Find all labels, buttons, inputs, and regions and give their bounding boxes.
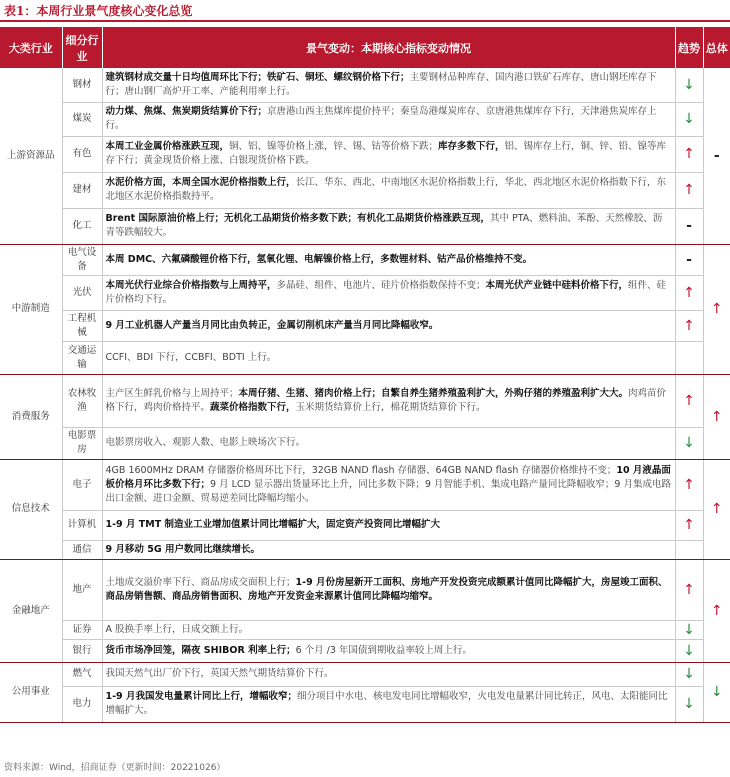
major-category-cell: 上游资源品 bbox=[0, 68, 62, 244]
table-title: 表1：本周行业景气度核心变化总览 bbox=[4, 4, 193, 18]
table-row bbox=[0, 136, 730, 172]
detail-text: 长江、华东、西北、中南地区水泥价格指数上行，华北、西北地区水泥价格指数下行，东北地区水泥价格指数持平。 bbox=[105, 177, 667, 202]
table-row bbox=[0, 172, 730, 208]
header-major: 大类行业 bbox=[0, 27, 62, 68]
trend-down-icon: ↓ bbox=[675, 620, 703, 639]
detail-text: 主产区生鲜乳价格与上周持平； bbox=[105, 387, 239, 399]
sub-industry-cell: 有色 bbox=[62, 136, 102, 172]
indicator-change-cell bbox=[102, 374, 675, 427]
trend-up-icon: ↑ bbox=[675, 510, 703, 540]
highlight-text: 货币市场净回笼，隔夜 SHIBOR 利率上行； bbox=[105, 644, 296, 656]
table-row bbox=[0, 686, 730, 722]
highlight-text: 9 月工业机器人产量当月同比由负转正，金属切削机床产量当月同比降幅收窄。 bbox=[105, 319, 439, 331]
industry-overview-table bbox=[0, 27, 730, 723]
highlight-text: 本周仔猪、生猪、猪肉价格上行；自繁自养生猪养殖盈利扩大，外购仔猪的养殖盈利扩大大。 bbox=[238, 387, 629, 399]
indicator-change-cell bbox=[102, 427, 675, 459]
sub-industry-cell: 化工 bbox=[62, 208, 102, 244]
trend-down-icon: ↓ bbox=[675, 639, 703, 662]
highlight-text: 本周光伏行业综合价格指数与上周持平， bbox=[105, 279, 277, 291]
indicator-change-cell bbox=[102, 341, 675, 374]
sub-industry-cell: 地产 bbox=[62, 559, 102, 620]
indicator-change-cell bbox=[102, 208, 675, 244]
trend-down-icon: ↓ bbox=[675, 102, 703, 136]
overall-up-icon: ↑ bbox=[703, 559, 730, 662]
table-body bbox=[0, 68, 730, 722]
indicator-change-cell bbox=[102, 686, 675, 722]
trend-up-icon: ↑ bbox=[675, 172, 703, 208]
highlight-text: 本周 DMC、六氟磷酸锂价格下行，氢氧化锂、电解镍价格上行，多数锂材料、钴产品价格维持不变。 bbox=[105, 253, 533, 265]
table-row bbox=[0, 639, 730, 662]
highlight-text: 蔬菜价格指数下行， bbox=[210, 401, 296, 413]
header-minor: 细分行业 bbox=[62, 27, 102, 68]
sub-industry-cell: 光伏 bbox=[62, 275, 102, 310]
indicator-change-cell bbox=[102, 459, 675, 510]
trend-up-icon: ↑ bbox=[675, 275, 703, 310]
indicator-change-cell bbox=[102, 68, 675, 102]
source-note: 资料来源：Wind，招商证券（更新时间：20221026） bbox=[4, 763, 226, 773]
table-row bbox=[0, 341, 730, 374]
sub-industry-cell: 工程机械 bbox=[62, 310, 102, 341]
trend-up-icon: ↑ bbox=[675, 136, 703, 172]
highlight-text: 本周工业金属价格涨跌互现， bbox=[105, 141, 230, 152]
trend-down-icon: ↓ bbox=[675, 68, 703, 102]
sub-industry-cell: 电气设备 bbox=[62, 244, 102, 275]
trend-down-icon: ↓ bbox=[675, 427, 703, 459]
indicator-change-cell bbox=[102, 620, 675, 639]
highlight-text: 水泥价格方面，本周全国水泥价格指数上行， bbox=[105, 177, 296, 188]
indicator-change-cell bbox=[102, 136, 675, 172]
table-row bbox=[0, 310, 730, 341]
sub-industry-cell: 建材 bbox=[62, 172, 102, 208]
indicator-change-cell bbox=[102, 172, 675, 208]
detail-text: 9 月 LCD 显示器出货量环比上升，同比多数下降；9 月智能手机、集成电路产量同比降幅收窄；9 月集成电路出口金额、进口金额、贸易逆差同比降幅均缩小。 bbox=[105, 478, 671, 504]
indicator-change-cell bbox=[102, 244, 675, 275]
detail-text: 6 个月 /3 年国债到期收益率较上周上行。 bbox=[295, 644, 472, 656]
table-row bbox=[0, 540, 730, 559]
table-header-row bbox=[0, 27, 730, 68]
major-category-cell: 信息技术 bbox=[0, 459, 62, 559]
overall-up-icon: ↑ bbox=[703, 374, 730, 459]
detail-text: CCFI、BDI 下行，CCBFI、BDTI 上行。 bbox=[105, 351, 277, 363]
indicator-change-cell bbox=[102, 662, 675, 686]
table-row bbox=[0, 620, 730, 639]
trend-up-icon: ↑ bbox=[675, 459, 703, 510]
header-trend: 趋势 bbox=[675, 27, 703, 68]
table-row bbox=[0, 662, 730, 686]
detail-text: 4GB 1600MHz DRAM 存储器价格周环比下行，32GB NAND flash 存储器、64GB NAND flash 存储器价格维持不变； bbox=[105, 464, 617, 476]
highlight-text: 建筑钢材成交量十日均值周环比下行；铁矿石、铜坯、螺纹钢价格下行； bbox=[105, 71, 410, 83]
sub-industry-cell: 证券 bbox=[62, 620, 102, 639]
highlight-text: 1-9 月我国发电量累计同比上行，增幅收窄； bbox=[105, 691, 297, 702]
table-row bbox=[0, 244, 730, 275]
highlight-text: Brent 国际原油价格上行；无机化工品期货价格多数下跌；有机化工品期货价格涨跌互现， bbox=[105, 213, 490, 224]
detail-text: 我国天然气出厂价下行，英国天然气期货结算价下行。 bbox=[105, 668, 334, 679]
detail-text: 细分项目中水电、核电发电同比增幅收窄，火电发电量累计同比转正，风电、太阳能同比增幅扩大。 bbox=[105, 691, 668, 716]
highlight-text: 本周光伏产业链中硅料价格下行， bbox=[485, 279, 629, 291]
table-row bbox=[0, 102, 730, 136]
table-row bbox=[0, 510, 730, 540]
trend-flat-indicator: - bbox=[675, 244, 703, 275]
overall-flat-indicator: - bbox=[703, 68, 730, 244]
detail-text: 组件、硅片价格均下行。 bbox=[105, 279, 667, 305]
indicator-change-cell bbox=[102, 102, 675, 136]
highlight-text: 库存多数下行， bbox=[438, 141, 505, 152]
sub-industry-cell: 电力 bbox=[62, 686, 102, 722]
detail-text: 其中 PTA、燃料油、苯酚、天然橡胶、沥青等跌幅较大。 bbox=[105, 213, 663, 238]
detail-text: 京唐港山西主焦煤库提价持平；秦皇岛港煤炭库存、京唐港焦煤库存下行，天津港焦炭库存上行。 bbox=[105, 106, 657, 131]
detail-text: 电影票房收入、观影人数、电影上映场次下行。 bbox=[105, 437, 306, 448]
indicator-change-cell bbox=[102, 510, 675, 540]
header-overall: 总体 bbox=[703, 27, 730, 68]
major-category-cell: 公用事业 bbox=[0, 662, 62, 722]
trend-down-icon: ↓ bbox=[675, 662, 703, 686]
detail-text: A 股换手率上行，日成交额上行。 bbox=[105, 623, 249, 635]
indicator-change-cell bbox=[102, 275, 675, 310]
sub-industry-cell: 电子 bbox=[62, 459, 102, 510]
detail-text: 多晶硅、组件、电池片、硅片价格指数保持不变； bbox=[276, 279, 486, 291]
major-category-cell: 中游制造 bbox=[0, 244, 62, 374]
table-row bbox=[0, 68, 730, 102]
indicator-change-cell bbox=[102, 310, 675, 341]
detail-text: 铜、铝、镍等价格上涨，锌、锡、钴等价格下跌； bbox=[229, 141, 439, 152]
highlight-text: 10 月液晶面板价格月环比多数下行； bbox=[105, 464, 671, 490]
detail-text: 玉米期货结算价上行，棉花期货结算价下行。 bbox=[295, 401, 486, 413]
table-row bbox=[0, 208, 730, 244]
table-row bbox=[0, 459, 730, 510]
detail-text: 主要钢材品种库存、国内港口铁矿石库存、唐山钢坯库存下行；唐山钢厂高炉开工率、产能利用率上行。 bbox=[105, 71, 657, 97]
detail-text: 铝、锡库存上行，铜、锌、铅、镍等库存下行；黄金现货价格上涨、白银现货价格下跌。 bbox=[105, 141, 667, 166]
trend-up-icon: ↑ bbox=[675, 310, 703, 341]
indicator-change-cell bbox=[102, 639, 675, 662]
trend-up-icon: ↑ bbox=[675, 559, 703, 620]
title-underline bbox=[0, 20, 730, 22]
table-row bbox=[0, 559, 730, 620]
detail-text: 肉鸡苗价格下行，鸡肉价格持平。 bbox=[105, 387, 667, 413]
highlight-text: 1-9 月 TMT 制造业工业增加值累计同比增幅扩大，固定资产投资同比增幅扩大 bbox=[105, 519, 441, 530]
major-category-cell: 金融地产 bbox=[0, 559, 62, 662]
trend-flat-indicator bbox=[675, 341, 703, 374]
table-row bbox=[0, 427, 730, 459]
table-row bbox=[0, 374, 730, 427]
sub-industry-cell: 燃气 bbox=[62, 662, 102, 686]
header-change: 景气变动：本期核心指标变动情况 bbox=[102, 27, 675, 68]
indicator-change-cell bbox=[102, 540, 675, 559]
overall-up-icon: ↑ bbox=[703, 244, 730, 374]
overall-down-icon: ↓ bbox=[703, 662, 730, 722]
highlight-text: 1-9 月份房屋新开工面积、房地产开发投资完成额累计值同比降幅扩大，房屋竣工面积、商品房销售额、商品房销售面积、房地产开发资金来源累计值同比降幅均缩窄。 bbox=[105, 576, 668, 602]
sub-industry-cell: 钢材 bbox=[62, 68, 102, 102]
highlight-text: 动力煤、焦煤、焦炭期货结算价下行； bbox=[105, 106, 268, 117]
table-row bbox=[0, 275, 730, 310]
highlight-text: 9 月移动 5G 用户数同比继续增长。 bbox=[105, 543, 260, 555]
trend-up-icon: ↑ bbox=[675, 374, 703, 427]
trend-down-icon: ↓ bbox=[675, 686, 703, 722]
detail-text: 土地成交溢价率下行、商品房成交面积上行； bbox=[105, 576, 296, 588]
overall-up-icon: ↑ bbox=[703, 459, 730, 559]
trend-flat-indicator: - bbox=[675, 208, 703, 244]
major-category-cell: 消费服务 bbox=[0, 374, 62, 459]
sub-industry-cell: 计算机 bbox=[62, 510, 102, 540]
sub-industry-cell: 银行 bbox=[62, 639, 102, 662]
sub-industry-cell: 通信 bbox=[62, 540, 102, 559]
sub-industry-cell: 煤炭 bbox=[62, 102, 102, 136]
trend-flat-indicator bbox=[675, 540, 703, 559]
indicator-change-cell bbox=[102, 559, 675, 620]
sub-industry-cell: 农林牧渔 bbox=[62, 374, 102, 427]
sub-industry-cell: 交通运输 bbox=[62, 341, 102, 374]
sub-industry-cell: 电影票房 bbox=[62, 427, 102, 459]
